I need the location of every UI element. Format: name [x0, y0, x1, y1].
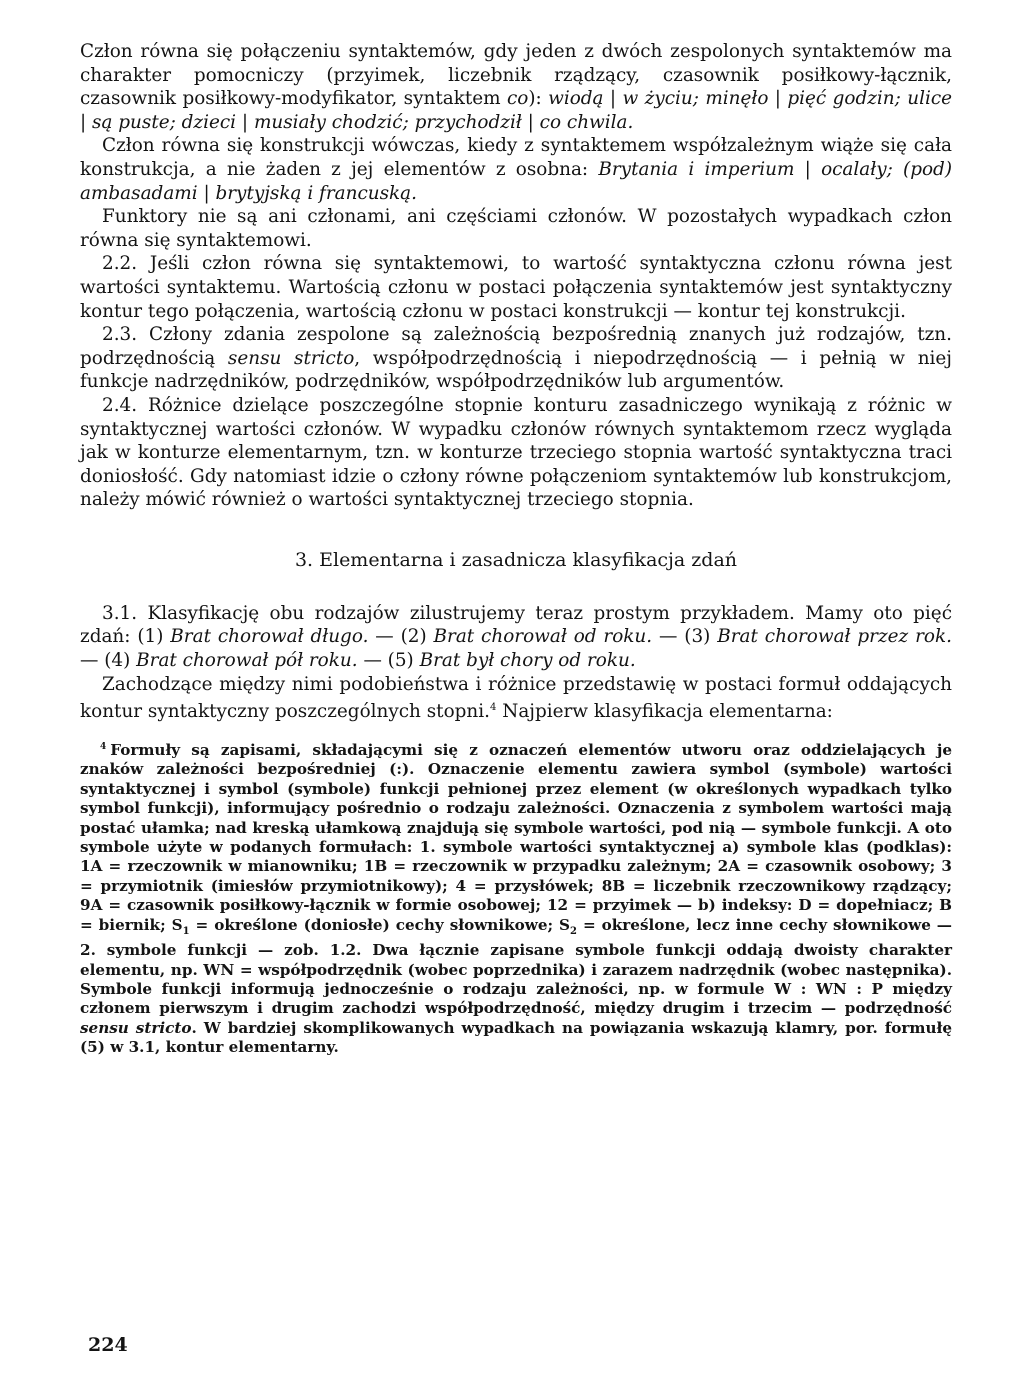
text-span: ): [528, 88, 549, 110]
text-span: . W bardziej skomplikowanych wypadkach na powiązania wskazują klamry, por. formułę (5) w 3.1, kontur elementarny. [80, 1018, 952, 1057]
subscript: 2 [570, 925, 577, 937]
text-span: — (5) [357, 650, 420, 672]
subscript: 1 [182, 925, 190, 937]
italic-term: sensu stricto [80, 1018, 192, 1037]
paragraph: Funktory nie są ani członami, ani częściami członów. W pozostałych wypadkach człon równa się syntaktemowi. [80, 206, 952, 251]
paragraph: 2.4. Różnice dzielące poszczególne stopnie konturu zasadniczego wynikają z różnic w syntaktycznej wartości członów. W wypadku członów równych syntaktemom rzecz wygląda jak w konturze elementarnym, tzn. w konturze trzeciego stopnia wartość syntaktyczna traci doniosłość. Gdy natomiast idzie o człony równe połączeniom syntaktemów lub konstrukcjom, należy mówić również o wartości syntaktycznej trzeciego stopnia. [80, 394, 952, 511]
italic-example: Brat chorował pół roku. [136, 650, 358, 672]
text-span: — (2) [368, 626, 434, 648]
italic-term: co [506, 88, 529, 110]
section-heading: 3. Elementarna i zasadnicza klasyfikacja zdań [294, 548, 738, 571]
paragraph: 2.2. Jeśli człon równa się syntaktemowi, to wartość syntaktyczna członu równa jest wartości syntaktemu. Wartością członu w postaci połączenia syntaktemów jest syntaktyczny kontur tego połączenia, wartością członu w postaci konstrukcji — kontur tej konstrukcji. [80, 253, 952, 322]
main-text [80, 40, 952, 724]
text-span: Człon równa się połączeniu syntaktemów, gdy jeden z dwóch zespolonych syntaktemów ma charakter pomocniczy (przyimek, liczebnik rządzący, czasownik posiłkowy-łącznik, czasownik posiłkowy-modyfikator, syntaktem [80, 41, 952, 110]
italic-examples: wiodą | w życiu; minęło | pięć godzin; ulice | są puste; dzieci | musiały chodzić; przychodził | co chwila. [80, 88, 953, 133]
footnote-mark: 4 [100, 741, 107, 752]
text-span: = określone (doniosłe) cechy słownikowe; S [189, 915, 571, 934]
paragraph [80, 40, 952, 134]
text-span: Zachodzące między nimi podobieństwa i różnice przedstawię w postaci formuł oddających kontur syntaktyczny poszczególnych stopni. [80, 673, 952, 723]
italic-examples: Brytania i imperium | ocalały; (pod) ambasadami | brytyjską i francuską. [80, 158, 952, 204]
italic-example: Brat chorował od roku. [433, 626, 653, 648]
footnote [80, 738, 952, 1058]
paragraph [80, 602, 952, 673]
paragraph [80, 323, 952, 394]
text-span: 3.1. Klasyfikację obu rodzajów zilustrujemy teraz prostym przykładem. Mamy oto pięć zdań: (1) [80, 602, 952, 648]
footnote-reference: 4 [490, 702, 497, 714]
text-span: = określone, lecz inne cechy słownikowe — 2. symbole funkcji — zob. 1.2. Dwa łącznie zapisane symbole funkcji oddają dwoisty charakter elementu, np. WN = współpodrzędnik (wobec poprzednika) i zarazem nadrzędnik (wobec następnika). Symbole funkcji informują jednocześnie o rodzaju zależności, np. w formule W : WN : P między członem pierwszym i drugim zachodzi współpodrzędność, między drugim i trzecim — podrzędność [80, 915, 952, 1018]
text-span: — (4) [80, 650, 137, 672]
italic-example: Brat chorował przez rok. [717, 626, 952, 648]
text-span: , współpodrzędnością i niepodrzędnością — i pełnią w niej funkcje nadrzędników, podrzędników, współpodrzędników lub argumentów. [80, 347, 953, 393]
text-span: Najpierw klasyfikacja elementarna: [496, 701, 833, 723]
page-number: 224 [88, 1334, 128, 1356]
paragraph [80, 134, 952, 205]
italic-example: Brat chorował długo. [170, 626, 369, 648]
text-span: — (3) [652, 626, 718, 648]
paragraph [80, 673, 952, 724]
italic-term: sensu stricto [227, 347, 355, 369]
italic-example: Brat był chory od roku. [419, 650, 636, 672]
text-span: Formuły są zapisami, składającymi się z oznaczeń elementów utworu oraz oddzielających je znaków zależności bezpośredniej (:). Oznaczenie elementu zawiera symbol (symbole) wartości syntaktycznej i symbol (symbole) funkcji pełnionej przez element (w określonych wypadkach tylko symbol funkcji), informujący pośrednio o rodzaju zależności. Oznaczenia z symbolem wartości mają postać ułamka; nad kreską ułamkową znajdują się symbole wartości, pod nią — symbole funkcji. A oto symbole użyte w podanych formułach: 1. symbole wartości syntaktycznej a) symbole klas (podklas): 1A = rzeczownik w mianowniku; 1B = rzeczownik w przypadku zależnym; 2A = czasownik osobowy; 3 = przymiotnik (imiesłów przymiotnikowy); 4 = przysłówek; 8B = liczebnik rzeczownikowy rządzący; 9A = czasownik posiłkowy-łącznik w formie osobowej; 12 = przyimek — b) indeksy: D = dopełniacz; B = biernik; S [80, 741, 952, 934]
text-span: 2.3. Człony zdania zespolone są zależnością bezpośrednią znanych już rodzajów, tzn. podrzędnością [80, 324, 952, 369]
text-span: Człon równa się konstrukcji wówczas, kiedy z syntaktemem współzależnym wiąże się cała konstrukcja, a nie żaden z jej elementów z osobna: [80, 135, 952, 180]
page [80, 40, 952, 1058]
